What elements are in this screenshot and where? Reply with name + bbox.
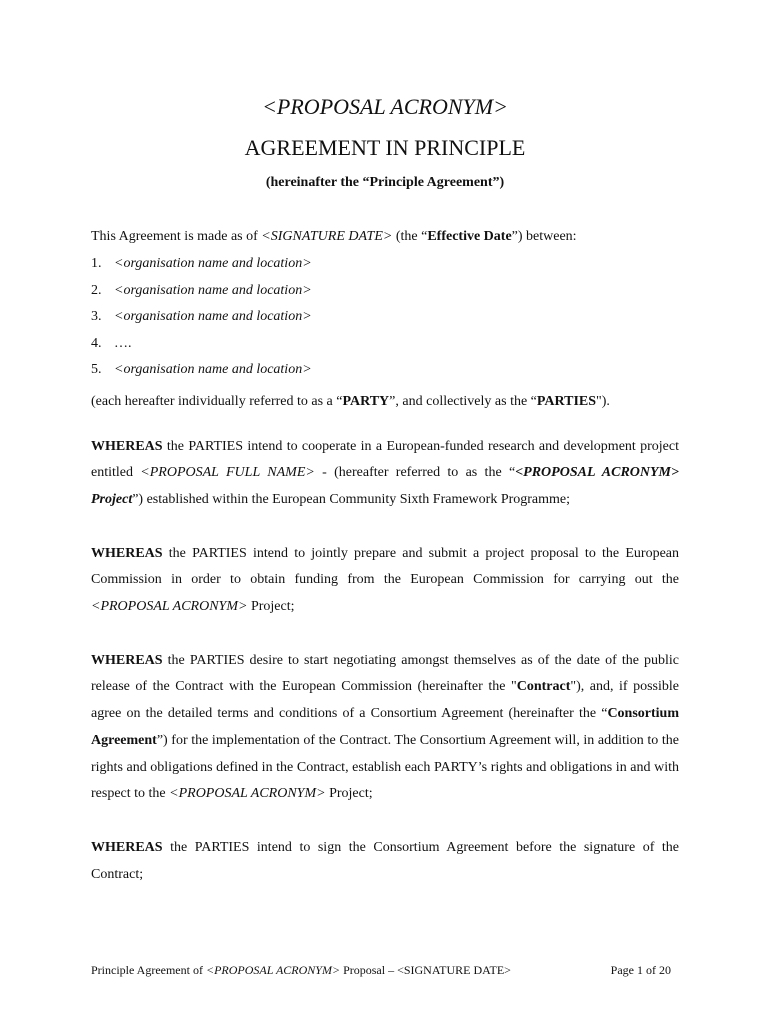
whereas-clause-2: WHEREAS the PARTIES intend to jointly prepare and submit a project proposal to the European Commission in order to obtain funding from the European Commission for carrying out the <PROPOSAL ACRONYM> Project; [91, 545, 679, 615]
project-term: <PROPOSAL ACRONYM> Project [91, 465, 679, 507]
party-list [91, 251, 679, 384]
intro-paragraph: This Agreement is made as of <SIGNATURE DATE> (the “Effective Date”) between: [91, 229, 577, 244]
proposal-acronym-placeholder: <PROPOSAL ACRONYM> [91, 599, 248, 615]
signature-date-placeholder: <SIGNATURE DATE> [261, 229, 393, 244]
whereas-keyword: WHEREAS [91, 545, 163, 561]
whereas-keyword: WHEREAS [91, 652, 163, 668]
proposal-acronym-title: <PROPOSAL ACRONYM> [262, 94, 508, 119]
proposal-full-name-placeholder: <PROPOSAL FULL NAME> [140, 465, 315, 481]
agreement-title: AGREEMENT IN PRINCIPLE [244, 135, 526, 160]
whereas-clause-3: WHEREAS the PARTIES desire to start negotiating amongst themselves as of the date of the public release of the Contract with the European Commission (hereinafter the "Contract"), and, if possible agree on the detailed terms and conditions of a Consortium Agreement (hereinafter the “Consortium Agreement”) for the implementation of the Contract. The Consortium Agreement will, in addition to the rights and obligations defined in the Contract, establish each PARTY’s rights and obligations in and with respect to the <PROPOSAL ACRONYM> Project; [91, 652, 679, 802]
consortium-agreement-term: Consortium Agreement [91, 706, 679, 748]
footer-document-label: Principle Agreement of <PROPOSAL ACRONYM> Proposal – <SIGNATURE DATE> [91, 963, 511, 977]
page-number: Page 1 of 20 [610, 963, 671, 977]
parties-term: PARTIES [536, 393, 597, 409]
contract-term: Contract [516, 679, 571, 695]
whereas-clause-4: WHEREAS the PARTIES intend to sign the Consortium Agreement before the signature of the Contract; [91, 839, 679, 882]
whereas-clause-1: WHEREAS the PARTIES intend to cooperate in a European-funded research and development project entitled <PROPOSAL FULL NAME> - (hereafter referred to as the “<PROPOSAL ACRONYM> Project”) established within the European Community Sixth Framework Programme; [91, 438, 679, 507]
effective-date-term: Effective Date [427, 229, 512, 244]
list-item: 3. <organisation name and location> [91, 309, 312, 324]
document-body [91, 225, 679, 888]
whereas-keyword: WHEREAS [91, 839, 163, 855]
whereas-keyword: WHEREAS [91, 438, 163, 454]
agreement-subtitle: (hereinafter the “Principle Agreement”) [265, 175, 505, 190]
party-term: PARTY [342, 393, 390, 409]
list-item: 5. <organisation name and location> [91, 362, 312, 377]
list-item: 2. <organisation name and location> [91, 282, 312, 298]
list-item: 1. <organisation name and location> [91, 256, 312, 271]
proposal-acronym-placeholder: <PROPOSAL ACRONYM> [169, 786, 326, 802]
collective-definition: (each hereafter individually referred to as a “PARTY”, and collectively as the “PARTIES"). [91, 393, 610, 409]
list-item: 4. …. [91, 335, 132, 351]
